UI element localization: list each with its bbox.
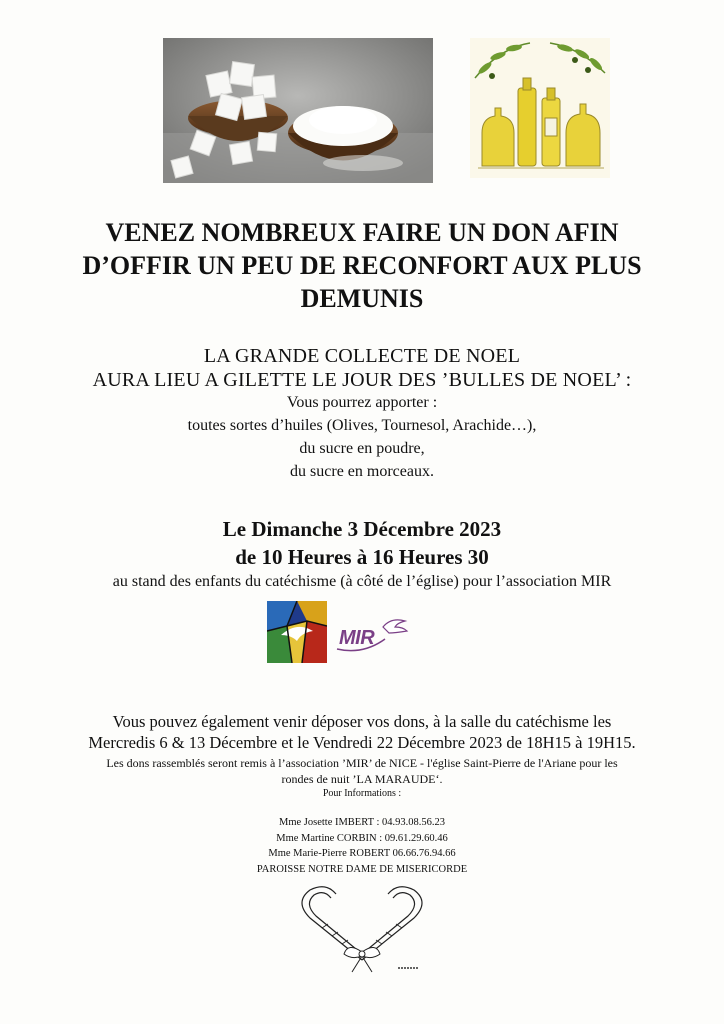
headline-line-3: DEMUNIS bbox=[300, 284, 424, 313]
candy-cane-heart-ornament bbox=[292, 880, 432, 975]
mir-logo-group bbox=[267, 601, 412, 665]
collecte-subtitle: AURA LIEU A GILETTE LE JOUR DES ’BULLES DE NOEL’ : bbox=[92, 369, 632, 391]
additional-line-3: Les dons rassemblés seront remis à l’association ’MIR’ de NICE - l'église Saint-Pierre de l'Ariane pour les bbox=[106, 756, 618, 770]
contact-robert: Mme Marie-Pierre ROBERT 06.66.76.94.66 bbox=[268, 848, 456, 859]
divider-mark bbox=[398, 966, 418, 970]
contact-list bbox=[0, 815, 724, 877]
contact-imbert: Mme Josette IMBERT : 04.93.08.56.23 bbox=[278, 817, 445, 828]
collecte-item-sugar-cubes: du sucre en morceaux. bbox=[290, 463, 434, 480]
olive-oil-bottles-illustration bbox=[470, 38, 610, 178]
collecte-title: LA GRANDE COLLECTE DE NOEL bbox=[203, 345, 521, 367]
event-date: Le Dimanche 3 Décembre 2023 bbox=[222, 517, 502, 541]
collecte-item-powder-sugar: du sucre en poudre, bbox=[299, 440, 425, 457]
collecte-item-oils: toutes sortes d’huiles (Olives, Tournesol, Arachide…), bbox=[187, 417, 537, 434]
event-block bbox=[0, 515, 724, 592]
stained-glass-dove-icon bbox=[267, 601, 327, 663]
event-hours: de 10 Heures à 16 Heures 30 bbox=[235, 545, 489, 569]
info-heading: Pour Informations : bbox=[322, 788, 402, 799]
additional-line-1: Vous pouvez également venir déposer vos dons, à la salle du catéchisme les bbox=[112, 712, 612, 731]
event-location: au stand des enfants du catéchisme (à côté de l’église) pour l’association MIR bbox=[112, 573, 612, 590]
headline-line-1: VENEZ NOMBREUX FAIRE UN DON AFIN bbox=[105, 218, 619, 247]
mir-logo bbox=[333, 609, 413, 657]
headline-line-2: D’OFFIR UN PEU DE RECONFORT AUX PLUS bbox=[82, 251, 642, 280]
headline bbox=[0, 216, 724, 315]
sugar-photo bbox=[163, 38, 433, 183]
additional-line-2: Mercredis 6 & 13 Décembre et le Vendredi 22 Décembre 2023 de 18H15 à 19H15. bbox=[88, 733, 636, 752]
parish-name: PAROISSE NOTRE DAME DE MISERICORDE bbox=[256, 863, 468, 875]
collecte-intro: Vous pourrez apporter : bbox=[286, 394, 438, 411]
contact-corbin: Mme Martine CORBIN : 09.61.29.60.46 bbox=[276, 832, 448, 844]
collecte-block bbox=[0, 344, 724, 482]
mir-logo-text: MIR bbox=[339, 627, 375, 649]
additional-line-4: rondes de nuit ’LA MARAUDE‘. bbox=[281, 772, 443, 786]
additional-info bbox=[0, 711, 724, 800]
dove-icon bbox=[333, 609, 413, 657]
